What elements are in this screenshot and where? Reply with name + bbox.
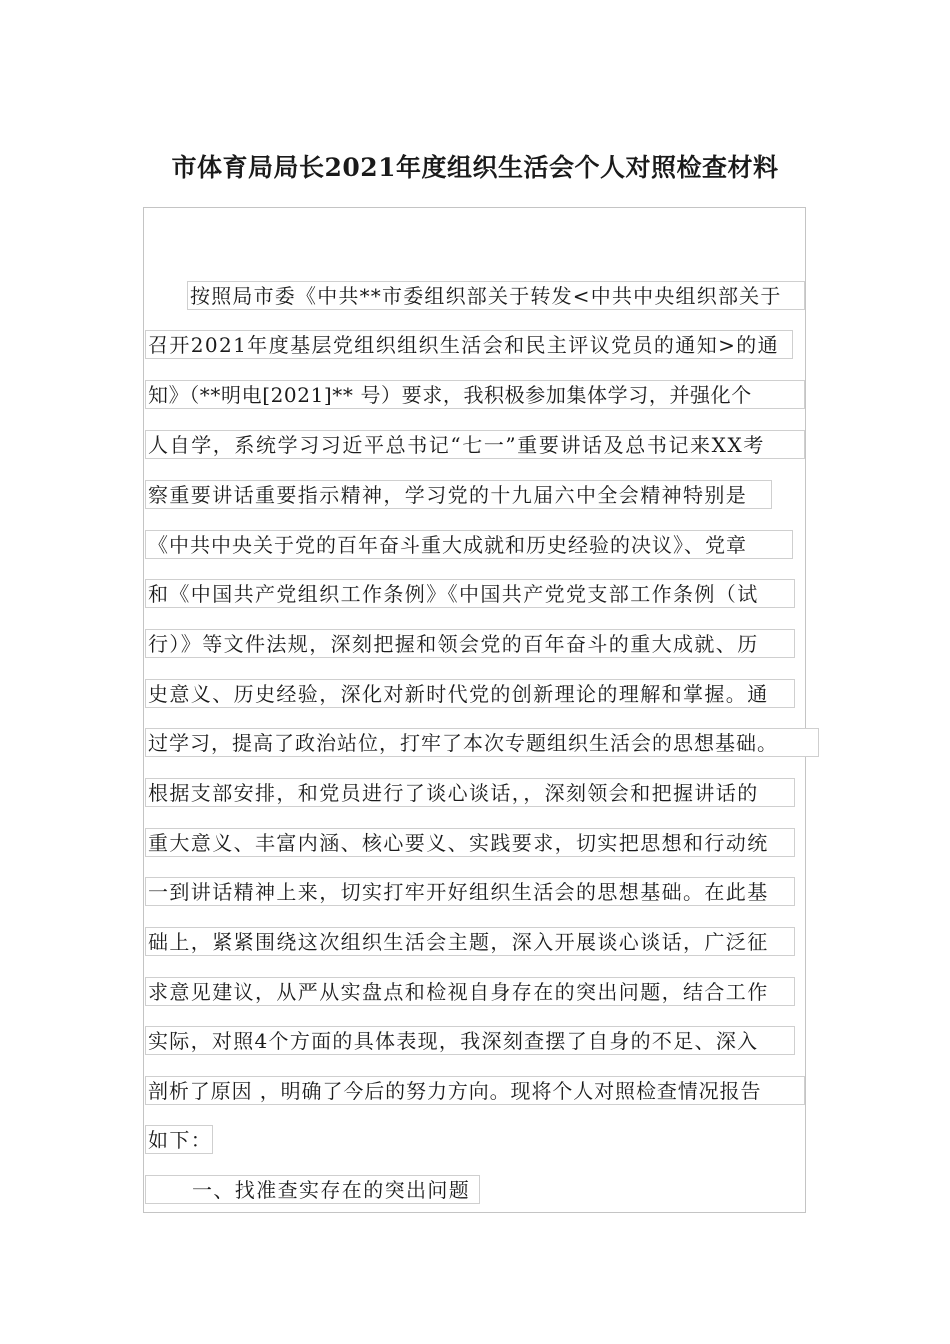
body-line: 察重要讲话重要指示精神，学习党的十九届六中全会精神特别是 xyxy=(145,480,772,509)
body-line: 人自学，系统学习习近平总书记“七一”重要讲话及总书记来XX考 xyxy=(145,430,805,459)
body-line: 行）》等文件法规，深刻把握和领会党的百年奋斗的重大成就、历 xyxy=(145,629,795,658)
document-title: 市体育局局长2021年度组织生活会个人对照检查材料 xyxy=(171,153,779,182)
body-line: 知》（**明电[2021]** 号）要求，我积极参加集体学习，并强化个 xyxy=(145,380,805,409)
body-line: 按照局市委《中共**市委组织部关于转发<中共中央组织部关于 xyxy=(187,281,805,310)
body-line: 《中共中央关于党的百年奋斗重大成就和历史经验的决议》、党章 xyxy=(145,530,793,559)
section-heading: 一、找准查实存在的突出问题 xyxy=(145,1175,480,1204)
body-line: 根据支部安排，和党员进行了谈心谈话，，深刻领会和把握讲话的 xyxy=(145,778,795,807)
body-line: 如下： xyxy=(145,1125,213,1154)
body-line: 重大意义、丰富内涵、核心要义、实践要求，切实把思想和行动统 xyxy=(145,828,795,857)
body-line: 召开2021年度基层党组织组织生活会和民主评议党员的通知>的通 xyxy=(145,330,793,359)
body-line: 一到讲话精神上来，切实打牢开好组织生活会的思想基础。在此基 xyxy=(145,877,795,906)
body-line: 史意义、历史经验，深化对新时代党的创新理论的理解和掌握。通 xyxy=(145,679,795,708)
body-line: 和《中国共产党组织工作条例》《中国共产党党支部工作条例（试 xyxy=(145,579,795,608)
body-line: 过学习，提高了政治站位，打牢了本次专题组织生活会的思想基础。 xyxy=(145,728,819,757)
body-line: 础上，紧紧围绕这次组织生活会主题，深入开展谈心谈话，广泛征 xyxy=(145,927,795,956)
body-line: 求意见建议，从严从实盘点和检视自身存在的突出问题，结合工作 xyxy=(145,977,795,1006)
body-line: 剖析了原因 ，明确了今后的努力方向。现将个人对照检查情况报告 xyxy=(145,1076,805,1105)
body-line: 实际，对照4个方面的具体表现，我深刻查摆了自身的不足、深入 xyxy=(145,1026,795,1055)
